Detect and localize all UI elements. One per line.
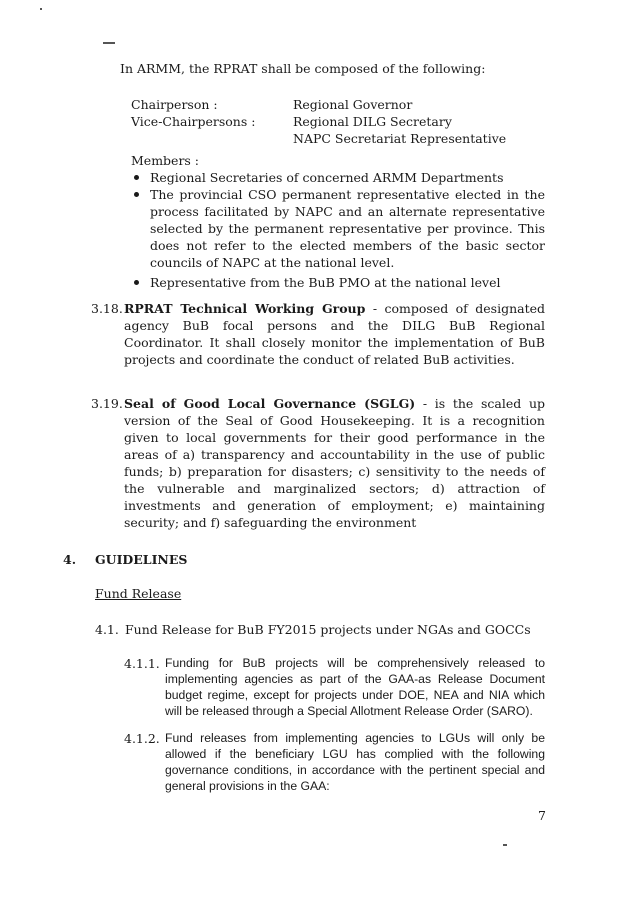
vice-chairperson-value: NAPC Secretariat Representative <box>293 131 507 146</box>
page-number: 7 <box>538 808 546 823</box>
fund-release-heading: Fund Release <box>95 586 182 601</box>
intro-line: In ARMM, the RPRAT shall be composed of the following: <box>120 61 486 76</box>
section-number: 3.18. <box>91 301 123 316</box>
section-4-1-2: Fund releases from implementing agencies to LGUs will only be allowed if the beneficiary LGU has complied with the following governance conditions, in accordance with the pertinent special and general provisions in the GAA: <box>165 731 545 793</box>
list-item: Regional Secretaries of concerned ARMM Departments <box>131 169 545 186</box>
section-text: - is the scaled up version of the Seal of Good Housekeeping. It is a recognition given to local governments for their good performance in the areas of a) transparency and accountability in the use of public funds; b) preparation for disasters; c) sensitivity to the needs of the vulnerable and marginalized sectors; d) attraction of investments and generation of employment; e) maintaining security; and f) safeguarding the environment <box>124 396 545 530</box>
vice-chairperson-value: Regional DILG Secretary <box>293 114 452 129</box>
section-number: 3.19. <box>91 396 123 411</box>
chairperson-value: Regional Governor <box>293 97 413 112</box>
list-item: Representative from the BuB PMO at the national level <box>131 274 545 291</box>
section-3-19 <box>124 395 545 531</box>
members-label: Members : <box>131 153 200 168</box>
list-item: The provincial CSO permanent representative elected in the process facilitated by NAPC and an alternate representative selected by the permanent representative per province. This does not refer to the elected members of the basic sector councils of NAPC at the national level. <box>131 186 545 271</box>
section-text: - composed of designated agency BuB focal persons and the DILG BuB Regional Coordinator. It shall closely monitor the implementation of BuB projects and coordinate the conduct of related BuB activities. <box>124 301 545 367</box>
section-3-18 <box>124 300 545 368</box>
chairperson-label: Chairperson : <box>131 97 218 112</box>
section-number: 4.1.2. <box>124 731 160 746</box>
scan-mark <box>103 42 115 44</box>
section-number: 4.1.1. <box>124 656 160 671</box>
scan-mark <box>503 844 507 846</box>
vice-chairpersons-label: Vice-Chairpersons : <box>131 114 256 129</box>
members-list <box>131 169 545 291</box>
scan-mark <box>40 8 42 10</box>
section-title: Seal of Good Local Governance (SGLG) <box>124 396 416 411</box>
section-title: RPRAT Technical Working Group <box>124 301 366 316</box>
section-4-1-1: Funding for BuB projects will be comprehensively released to implementing agencies as part of the GAA-as Release Document budget regime, except for projects under DOE, NEA and NIA which will be released through a Special Allotment Release Order (SARO). <box>165 656 545 718</box>
section-number: 4.1. <box>95 622 119 637</box>
guidelines-heading: GUIDELINES <box>95 552 188 567</box>
section-number: 4. <box>63 552 77 567</box>
section-4-1: Fund Release for BuB FY2015 projects under NGAs and GOCCs <box>125 622 531 637</box>
